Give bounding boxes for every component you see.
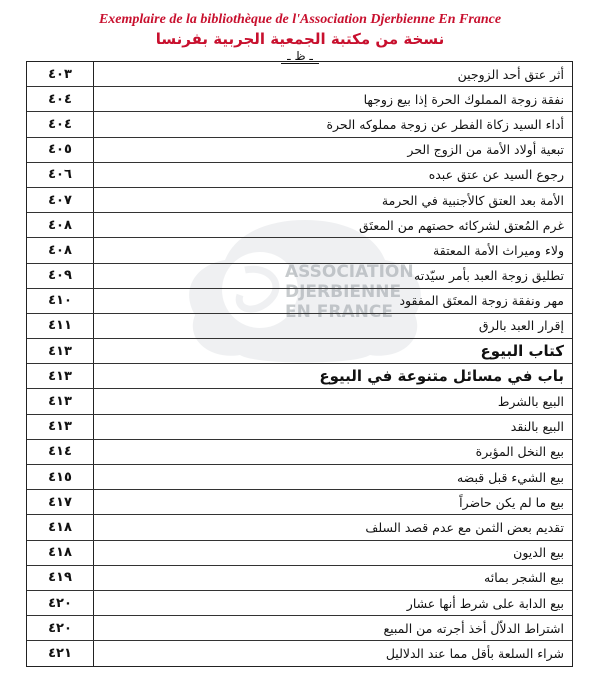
toc-section-heading: كتاب البيوع: [480, 342, 564, 361]
toc-row: [27, 540, 572, 565]
toc-row: [27, 514, 572, 539]
toc-row: [27, 313, 572, 338]
toc-page-number: ٤١٩: [27, 566, 94, 590]
toc-row: [27, 62, 572, 86]
toc-entry-title: الأمة بعد العتق كالأجنبية في الحرمة: [381, 192, 564, 208]
toc-row: [27, 237, 572, 262]
library-stamp-arabic: نسخة من مكتبة الجمعية الجربية بفرنسا: [155, 30, 445, 48]
toc-row: [27, 263, 572, 288]
toc-row: [27, 590, 572, 615]
toc-entry-title: بيع الديون: [513, 545, 564, 561]
toc-page-number: ٤١١: [27, 314, 94, 338]
toc-page-number: ٤١٣: [27, 364, 94, 388]
page-marker-text: ـ ظ ـ: [281, 49, 319, 64]
toc-page-number: ٤٠٥: [27, 138, 94, 162]
toc-entry-title: إقرار العبد بالرق: [478, 318, 564, 334]
toc-entry-title: اشتراط الدلاّل أخذ أجرته من المبيع: [383, 620, 564, 636]
toc-entry-title: بيع الدابة على شرط أنها عشار: [406, 595, 564, 611]
toc-entry-title: أثر عتق أحد الزوجين: [457, 66, 564, 82]
toc-row: [27, 615, 572, 640]
toc-entry-title: ولاء وميراث الأمة المعتقة: [433, 242, 564, 258]
toc-page-number: ٤٢١: [27, 641, 94, 665]
toc-row: [27, 439, 572, 464]
toc-row: [27, 288, 572, 313]
toc-row: [27, 338, 572, 363]
toc-entry-title: بيع الشجر بمائه: [484, 570, 564, 586]
toc-entry-title: شراء السلعة بأقل مما عند الدلاليل: [385, 645, 564, 661]
toc-entry-title: أداء السيد زكاة الفطر عن زوجة مملوكه الحرة: [326, 116, 564, 132]
toc-page-number: ٤٢٠: [27, 616, 94, 640]
toc-row: [27, 86, 572, 111]
toc-page-number: ٤١٣: [27, 415, 94, 439]
toc-entry-title: البيع بالنقد: [510, 419, 564, 435]
toc-page-number: ٤١٣: [27, 389, 94, 413]
toc-page-number: ٤٠٩: [27, 264, 94, 288]
toc-row: [27, 640, 572, 665]
watermark-line-1: ASSOCIATION: [285, 262, 414, 282]
toc-entry-title: رجوع السيد عن عتق عبده: [428, 167, 564, 183]
toc-page-number: ٤٢٠: [27, 591, 94, 615]
toc-row: [27, 187, 572, 212]
toc-entry-title: بيع الشيء قبل قبضه: [456, 469, 564, 485]
toc-entry-title: تطليق زوجة العبد بأمر سيّدته: [414, 268, 564, 284]
toc-page-number: ٤١٨: [27, 541, 94, 565]
watermark-line-3: EN FRANCE: [285, 302, 393, 322]
toc-row: [27, 137, 572, 162]
toc-row: [27, 111, 572, 136]
toc-row: [27, 162, 572, 187]
toc-page-number: ٤٠٧: [27, 188, 94, 212]
toc-page-number: ٤١٠: [27, 289, 94, 313]
toc-page-number: ٤١٣: [27, 339, 94, 363]
toc-row: [27, 464, 572, 489]
toc-page-number: ٤١٧: [27, 490, 94, 514]
toc-row: [27, 489, 572, 514]
toc-entry-title: غرم المُعتق لشركائه حصتهم من المعتَق: [359, 217, 564, 233]
toc-entry-title: بيع ما لم يكن حاضراً: [459, 494, 564, 510]
toc-page-number: ٤٠٦: [27, 163, 94, 187]
toc-entry-title: تقديم بعض الثمن مع عدم قصد السلف: [365, 519, 564, 535]
toc-page-number: ٤٠٨: [27, 213, 94, 237]
toc-row: [27, 363, 572, 388]
toc-section-heading: باب في مسائل متنوعة في البيوع: [319, 367, 564, 386]
toc-row: [27, 388, 572, 413]
toc-entry-title: البيع بالشرط: [497, 394, 564, 410]
toc-entry-title: نفقة زوجة المملوك الحرة إذا بيع زوجها: [363, 91, 564, 107]
library-stamp-french: Exemplaire de la bibliothèque de l'Association Djerbienne En France: [98, 12, 502, 27]
toc-page-number: ٤٠٤: [27, 87, 94, 111]
toc-entry-title: تبعية أولاد الأمة من الزوج الحر: [407, 142, 564, 158]
watermark-line-2: DJERBIENNE: [285, 282, 402, 302]
toc-row: [27, 212, 572, 237]
toc-page-number: ٤٠٤: [27, 112, 94, 136]
toc-row: [27, 414, 572, 439]
toc-page-number: ٤١٤: [27, 440, 94, 464]
toc-row: [27, 565, 572, 590]
toc-page-number: ٤٠٣: [27, 62, 94, 86]
toc-page-number: ٤١٥: [27, 465, 94, 489]
toc-page-number: ٤١٨: [27, 515, 94, 539]
toc-entry-title: مهر ونفقة زوجة المعتَق المفقود: [399, 293, 564, 309]
table-of-contents: [26, 61, 573, 667]
toc-entry-title: بيع النخل المؤبرة: [475, 444, 564, 460]
toc-page-number: ٤٠٨: [27, 238, 94, 262]
